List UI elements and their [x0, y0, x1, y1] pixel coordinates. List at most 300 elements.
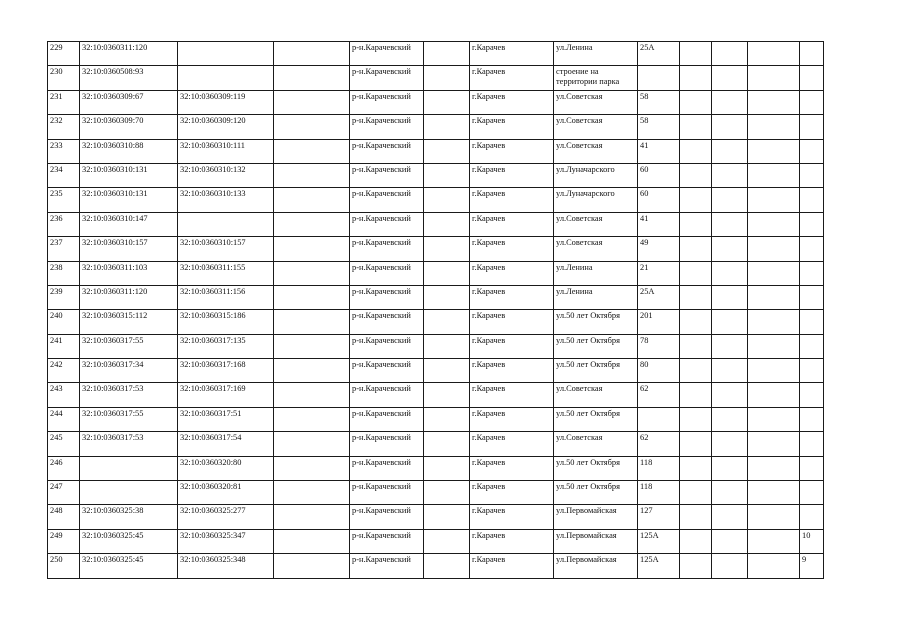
empty-cell — [712, 310, 748, 334]
object-cadastral-number-cell: 32:10:0360320:80 — [178, 456, 274, 480]
street-cell: ул.Первомайская — [554, 554, 638, 578]
district-cell: р-н.Карачевский — [350, 66, 424, 90]
house-number-cell: 118 — [638, 481, 680, 505]
empty-cell — [274, 285, 350, 309]
cadastral-number-cell: 32:10:0360311:120 — [80, 42, 178, 66]
empty-cell — [680, 139, 712, 163]
object-cadastral-number-cell: 32:10:0360317:168 — [178, 359, 274, 383]
city-cell: г.Карачев — [470, 359, 554, 383]
table-row — [48, 310, 824, 334]
city-cell: г.Карачев — [470, 529, 554, 553]
empty-cell — [680, 432, 712, 456]
house-number-cell: 21 — [638, 261, 680, 285]
value-cell — [800, 310, 824, 334]
row-number-cell: 236 — [48, 212, 80, 236]
empty-cell — [680, 90, 712, 114]
empty-cell — [274, 456, 350, 480]
city-cell: г.Карачев — [470, 285, 554, 309]
empty-cell — [712, 456, 748, 480]
house-number-cell: 118 — [638, 456, 680, 480]
empty-cell — [274, 139, 350, 163]
table-row — [48, 285, 824, 309]
street-cell: строение на территории парка — [554, 66, 638, 90]
object-cadastral-number-cell: 32:10:0360317:51 — [178, 407, 274, 431]
object-cadastral-number-cell — [178, 66, 274, 90]
empty-cell — [680, 334, 712, 358]
empty-cell — [274, 432, 350, 456]
object-cadastral-number-cell — [178, 212, 274, 236]
value-cell — [800, 66, 824, 90]
object-cadastral-number-cell: 32:10:0360317:54 — [178, 432, 274, 456]
empty-cell — [274, 66, 350, 90]
city-cell: г.Карачев — [470, 163, 554, 187]
table-row — [48, 334, 824, 358]
street-cell: ул.Советская — [554, 432, 638, 456]
city-cell: г.Карачев — [470, 66, 554, 90]
value-cell — [800, 456, 824, 480]
cadastral-number-cell: 32:10:0360310:131 — [80, 188, 178, 212]
city-cell: г.Карачев — [470, 90, 554, 114]
object-cadastral-number-cell: 32:10:0360311:156 — [178, 285, 274, 309]
empty-cell — [712, 212, 748, 236]
empty-cell — [748, 529, 800, 553]
object-cadastral-number-cell: 32:10:0360309:120 — [178, 115, 274, 139]
street-cell: ул.Луначарского — [554, 188, 638, 212]
empty-cell — [748, 456, 800, 480]
table-row — [48, 407, 824, 431]
city-cell: г.Карачев — [470, 115, 554, 139]
table-row — [48, 188, 824, 212]
house-number-cell — [638, 407, 680, 431]
row-number-cell: 241 — [48, 334, 80, 358]
empty-cell — [424, 529, 470, 553]
empty-cell — [748, 359, 800, 383]
row-number-cell: 239 — [48, 285, 80, 309]
street-cell: ул.50 лет Октября — [554, 310, 638, 334]
district-cell: р-н.Карачевский — [350, 554, 424, 578]
value-cell — [800, 407, 824, 431]
table-row — [48, 139, 824, 163]
cadastral-number-cell: 32:10:0360311:120 — [80, 285, 178, 309]
street-cell: ул.Советская — [554, 90, 638, 114]
row-number-cell: 237 — [48, 237, 80, 261]
object-cadastral-number-cell: 32:10:0360325:348 — [178, 554, 274, 578]
house-number-cell: 25А — [638, 285, 680, 309]
street-cell: ул.Советская — [554, 115, 638, 139]
house-number-cell: 201 — [638, 310, 680, 334]
cadastral-number-cell: 32:10:0360508:93 — [80, 66, 178, 90]
object-cadastral-number-cell: 32:10:0360310:133 — [178, 188, 274, 212]
district-cell: р-н.Карачевский — [350, 529, 424, 553]
street-cell: ул.Первомайская — [554, 505, 638, 529]
empty-cell — [680, 237, 712, 261]
row-number-cell: 234 — [48, 163, 80, 187]
empty-cell — [680, 456, 712, 480]
empty-cell — [424, 115, 470, 139]
street-cell: ул.50 лет Октября — [554, 407, 638, 431]
value-cell — [800, 90, 824, 114]
house-number-cell — [638, 66, 680, 90]
empty-cell — [712, 237, 748, 261]
empty-cell — [680, 212, 712, 236]
cadastral-number-cell: 32:10:0360311:103 — [80, 261, 178, 285]
empty-cell — [424, 261, 470, 285]
empty-cell — [712, 188, 748, 212]
house-number-cell: 25А — [638, 42, 680, 66]
city-cell: г.Карачев — [470, 42, 554, 66]
empty-cell — [748, 285, 800, 309]
row-number-cell: 244 — [48, 407, 80, 431]
cadastral-number-cell: 32:10:0360310:88 — [80, 139, 178, 163]
street-cell: ул.Ленина — [554, 285, 638, 309]
district-cell: р-н.Карачевский — [350, 139, 424, 163]
object-cadastral-number-cell — [178, 42, 274, 66]
district-cell: р-н.Карачевский — [350, 432, 424, 456]
empty-cell — [680, 359, 712, 383]
empty-cell — [424, 505, 470, 529]
house-number-cell: 127 — [638, 505, 680, 529]
row-number-cell: 229 — [48, 42, 80, 66]
city-cell: г.Карачев — [470, 261, 554, 285]
city-cell: г.Карачев — [470, 237, 554, 261]
empty-cell — [748, 188, 800, 212]
empty-cell — [748, 310, 800, 334]
house-number-cell: 80 — [638, 359, 680, 383]
empty-cell — [274, 310, 350, 334]
cadastral-number-cell: 32:10:0360309:67 — [80, 90, 178, 114]
city-cell: г.Карачев — [470, 432, 554, 456]
empty-cell — [424, 359, 470, 383]
cadastral-number-cell: 32:10:0360309:70 — [80, 115, 178, 139]
house-number-cell: 125А — [638, 554, 680, 578]
house-number-cell: 60 — [638, 163, 680, 187]
empty-cell — [712, 163, 748, 187]
empty-cell — [274, 188, 350, 212]
empty-cell — [424, 212, 470, 236]
value-cell — [800, 432, 824, 456]
cadastral-number-cell: 32:10:0360310:147 — [80, 212, 178, 236]
empty-cell — [274, 237, 350, 261]
city-cell: г.Карачев — [470, 212, 554, 236]
cadastral-number-cell: 32:10:0360317:53 — [80, 383, 178, 407]
row-number-cell: 245 — [48, 432, 80, 456]
street-cell: ул.Ленина — [554, 42, 638, 66]
empty-cell — [680, 554, 712, 578]
object-cadastral-number-cell: 32:10:0360317:135 — [178, 334, 274, 358]
object-cadastral-number-cell: 32:10:0360325:347 — [178, 529, 274, 553]
table-row — [48, 115, 824, 139]
empty-cell — [748, 163, 800, 187]
city-cell: г.Карачев — [470, 310, 554, 334]
table-row — [48, 456, 824, 480]
empty-cell — [748, 42, 800, 66]
value-cell — [800, 481, 824, 505]
cadastral-number-cell: 32:10:0360310:157 — [80, 237, 178, 261]
cadastral-number-cell: 32:10:0360325:38 — [80, 505, 178, 529]
district-cell: р-н.Карачевский — [350, 42, 424, 66]
district-cell: р-н.Карачевский — [350, 285, 424, 309]
object-cadastral-number-cell: 32:10:0360325:277 — [178, 505, 274, 529]
empty-cell — [712, 42, 748, 66]
empty-cell — [748, 505, 800, 529]
empty-cell — [424, 456, 470, 480]
empty-cell — [680, 481, 712, 505]
empty-cell — [712, 90, 748, 114]
value-cell: 9 — [800, 554, 824, 578]
empty-cell — [424, 310, 470, 334]
district-cell: р-н.Карачевский — [350, 359, 424, 383]
empty-cell — [748, 261, 800, 285]
empty-cell — [274, 334, 350, 358]
street-cell: ул.50 лет Октября — [554, 334, 638, 358]
empty-cell — [680, 407, 712, 431]
table-row — [48, 359, 824, 383]
empty-cell — [274, 90, 350, 114]
district-cell: р-н.Карачевский — [350, 407, 424, 431]
street-cell: ул.50 лет Октября — [554, 481, 638, 505]
value-cell — [800, 285, 824, 309]
table-row — [48, 554, 824, 578]
street-cell: ул.Советская — [554, 139, 638, 163]
empty-cell — [680, 115, 712, 139]
city-cell: г.Карачев — [470, 383, 554, 407]
district-cell: р-н.Карачевский — [350, 383, 424, 407]
table-row — [48, 212, 824, 236]
row-number-cell: 233 — [48, 139, 80, 163]
house-number-cell: 58 — [638, 90, 680, 114]
empty-cell — [680, 529, 712, 553]
table-row — [48, 237, 824, 261]
street-cell: ул.Советская — [554, 212, 638, 236]
cadastral-number-cell: 32:10:0360310:131 — [80, 163, 178, 187]
empty-cell — [748, 554, 800, 578]
table-body — [48, 42, 824, 579]
value-cell — [800, 383, 824, 407]
value-cell — [800, 505, 824, 529]
empty-cell — [274, 481, 350, 505]
cadastral-number-cell: 32:10:0360317:53 — [80, 432, 178, 456]
value-cell — [800, 188, 824, 212]
district-cell: р-н.Карачевский — [350, 481, 424, 505]
house-number-cell: 78 — [638, 334, 680, 358]
empty-cell — [748, 407, 800, 431]
empty-cell — [424, 407, 470, 431]
empty-cell — [748, 334, 800, 358]
street-cell: ул.Советская — [554, 383, 638, 407]
cadastral-number-cell: 32:10:0360325:45 — [80, 529, 178, 553]
empty-cell — [274, 212, 350, 236]
object-cadastral-number-cell: 32:10:0360317:169 — [178, 383, 274, 407]
empty-cell — [274, 261, 350, 285]
empty-cell — [274, 42, 350, 66]
empty-cell — [680, 285, 712, 309]
street-cell: ул.Луначарского — [554, 163, 638, 187]
empty-cell — [712, 554, 748, 578]
value-cell — [800, 334, 824, 358]
district-cell: р-н.Карачевский — [350, 310, 424, 334]
empty-cell — [680, 505, 712, 529]
empty-cell — [680, 261, 712, 285]
empty-cell — [424, 554, 470, 578]
district-cell: р-н.Карачевский — [350, 212, 424, 236]
district-cell: р-н.Карачевский — [350, 115, 424, 139]
cadastral-number-cell — [80, 481, 178, 505]
district-cell: р-н.Карачевский — [350, 237, 424, 261]
row-number-cell: 240 — [48, 310, 80, 334]
value-cell — [800, 261, 824, 285]
empty-cell — [274, 554, 350, 578]
empty-cell — [712, 383, 748, 407]
empty-cell — [424, 383, 470, 407]
empty-cell — [712, 359, 748, 383]
object-cadastral-number-cell: 32:10:0360311:155 — [178, 261, 274, 285]
empty-cell — [748, 237, 800, 261]
city-cell: г.Карачев — [470, 505, 554, 529]
value-cell — [800, 115, 824, 139]
city-cell: г.Карачев — [470, 456, 554, 480]
district-cell: р-н.Карачевский — [350, 163, 424, 187]
district-cell: р-н.Карачевский — [350, 456, 424, 480]
district-cell: р-н.Карачевский — [350, 505, 424, 529]
cadastral-number-cell: 32:10:0360325:45 — [80, 554, 178, 578]
empty-cell — [748, 432, 800, 456]
empty-cell — [748, 139, 800, 163]
object-cadastral-number-cell: 32:10:0360315:186 — [178, 310, 274, 334]
empty-cell — [680, 66, 712, 90]
empty-cell — [712, 334, 748, 358]
house-number-cell: 60 — [638, 188, 680, 212]
street-cell: ул.Первомайская — [554, 529, 638, 553]
house-number-cell: 41 — [638, 212, 680, 236]
empty-cell — [712, 139, 748, 163]
empty-cell — [424, 66, 470, 90]
city-cell: г.Карачев — [470, 139, 554, 163]
city-cell: г.Карачев — [470, 481, 554, 505]
row-number-cell: 246 — [48, 456, 80, 480]
row-number-cell: 247 — [48, 481, 80, 505]
cadastral-number-cell: 32:10:0360317:55 — [80, 407, 178, 431]
empty-cell — [748, 66, 800, 90]
object-cadastral-number-cell: 32:10:0360309:119 — [178, 90, 274, 114]
empty-cell — [274, 163, 350, 187]
empty-cell — [424, 237, 470, 261]
object-cadastral-number-cell: 32:10:0360310:132 — [178, 163, 274, 187]
street-cell: ул.50 лет Октября — [554, 456, 638, 480]
cadastral-number-cell — [80, 456, 178, 480]
empty-cell — [274, 383, 350, 407]
empty-cell — [680, 383, 712, 407]
empty-cell — [680, 42, 712, 66]
empty-cell — [712, 285, 748, 309]
table-row — [48, 505, 824, 529]
object-cadastral-number-cell: 32:10:0360310:157 — [178, 237, 274, 261]
value-cell — [800, 163, 824, 187]
value-cell — [800, 237, 824, 261]
empty-cell — [424, 188, 470, 212]
table-row — [48, 42, 824, 66]
table-row — [48, 432, 824, 456]
object-cadastral-number-cell: 32:10:0360310:111 — [178, 139, 274, 163]
row-number-cell: 238 — [48, 261, 80, 285]
empty-cell — [680, 310, 712, 334]
empty-cell — [424, 139, 470, 163]
empty-cell — [712, 432, 748, 456]
cadastral-number-cell: 32:10:0360315:112 — [80, 310, 178, 334]
street-cell: ул.Советская — [554, 237, 638, 261]
empty-cell — [424, 285, 470, 309]
table-row — [48, 90, 824, 114]
empty-cell — [680, 163, 712, 187]
empty-cell — [748, 90, 800, 114]
object-cadastral-number-cell: 32:10:0360320:81 — [178, 481, 274, 505]
registry-table — [47, 41, 824, 579]
row-number-cell: 243 — [48, 383, 80, 407]
empty-cell — [748, 212, 800, 236]
empty-cell — [424, 432, 470, 456]
house-number-cell: 49 — [638, 237, 680, 261]
table-row — [48, 66, 824, 90]
district-cell: р-н.Карачевский — [350, 261, 424, 285]
row-number-cell: 232 — [48, 115, 80, 139]
empty-cell — [712, 529, 748, 553]
empty-cell — [680, 188, 712, 212]
cadastral-number-cell: 32:10:0360317:55 — [80, 334, 178, 358]
value-cell — [800, 359, 824, 383]
row-number-cell: 249 — [48, 529, 80, 553]
row-number-cell: 248 — [48, 505, 80, 529]
empty-cell — [424, 163, 470, 187]
value-cell — [800, 42, 824, 66]
city-cell: г.Карачев — [470, 554, 554, 578]
row-number-cell: 230 — [48, 66, 80, 90]
empty-cell — [712, 66, 748, 90]
table-row — [48, 163, 824, 187]
empty-cell — [748, 481, 800, 505]
house-number-cell: 62 — [638, 383, 680, 407]
city-cell: г.Карачев — [470, 407, 554, 431]
house-number-cell: 62 — [638, 432, 680, 456]
city-cell: г.Карачев — [470, 334, 554, 358]
street-cell: ул.50 лет Октября — [554, 359, 638, 383]
district-cell: р-н.Карачевский — [350, 90, 424, 114]
empty-cell — [712, 407, 748, 431]
city-cell: г.Карачев — [470, 188, 554, 212]
empty-cell — [712, 261, 748, 285]
empty-cell — [424, 481, 470, 505]
row-number-cell: 242 — [48, 359, 80, 383]
empty-cell — [424, 334, 470, 358]
empty-cell — [274, 407, 350, 431]
street-cell: ул.Ленина — [554, 261, 638, 285]
empty-cell — [712, 505, 748, 529]
empty-cell — [712, 481, 748, 505]
row-number-cell: 235 — [48, 188, 80, 212]
table-row — [48, 261, 824, 285]
empty-cell — [424, 42, 470, 66]
house-number-cell: 41 — [638, 139, 680, 163]
value-cell: 10 — [800, 529, 824, 553]
value-cell — [800, 212, 824, 236]
empty-cell — [712, 115, 748, 139]
empty-cell — [424, 90, 470, 114]
table-row — [48, 383, 824, 407]
table-row — [48, 529, 824, 553]
district-cell: р-н.Карачевский — [350, 188, 424, 212]
cadastral-number-cell: 32:10:0360317:34 — [80, 359, 178, 383]
empty-cell — [274, 359, 350, 383]
house-number-cell: 58 — [638, 115, 680, 139]
district-cell: р-н.Карачевский — [350, 334, 424, 358]
